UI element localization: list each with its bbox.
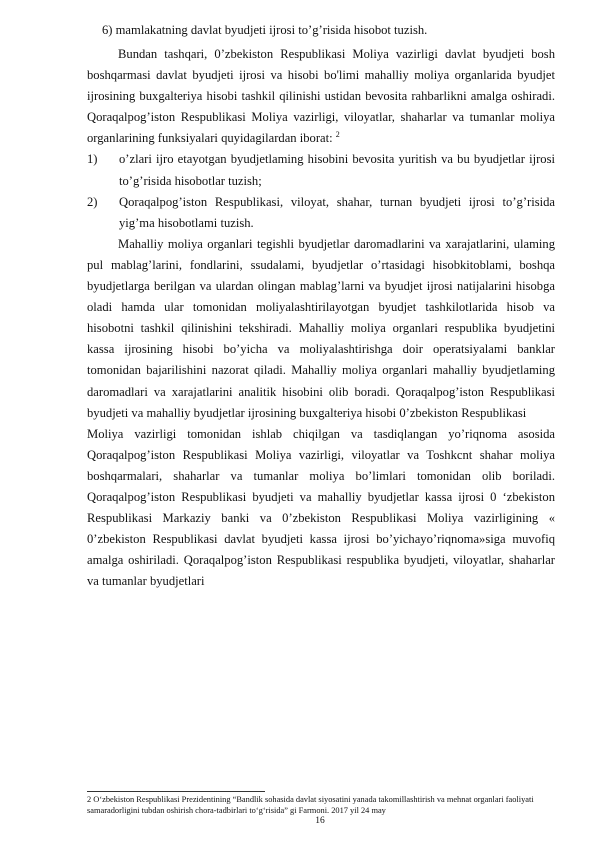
list-item-2 — [87, 192, 555, 234]
list-item-heading: 6) mamlakatning davlat byudjeti ijrosi to’g’risida hisobot tuzish. — [102, 23, 428, 37]
paragraph-2: Mahalliy moliya organlari tegishli byudjetlar daromadlarini va xarajatlarini, ulaming pul mablag’larini, fondlarini, ssudalami, byudjetlar o’rtasidagi hisobkitoblami, boshqa byudjetlarga berilgan va ulardan olingan mablag’larni va byudjet ijrosi natijalarini hisobga oladi hamda ular tomonidan moliyalashtirilayotgan byudjet tashkilotlarida hisob va hisobotni tashkil qilinishini tekshiradi. Mahalliy moliya organlari respublika byudjetini kassa ijrosining hisobi bo’yicha va moliyalashtirishga doir operatsiyalami banklar tomonidan bajarilishini nazorat qiladi. Mahalliy moliya organlari mahalliy byudjetlaming daromadlari va xarajatlarini analitik hisobini olib boradi. Qoraqalpog’iston Respublikasi byudjeti va mahalliy byudjetlar ijrosining buxgalteriya hisobi 0’zbekiston Respublikasi — [87, 236, 555, 420]
page-number: 16 — [315, 816, 325, 826]
paragraph-1-text: Bundan tashqari, 0’zbekiston Respublikasi Moliya vazirligi davlat byudjeti bosh boshqarmasi davlat byudjeti ijrosi va hisobi bo'limi mahalliy moliya organlarida byudjet ijrosining buxgalteriya hisobi tashkil qilinishi ustidan bevosita rahbarlikni amalga oshiradi. Qoraqalpog’iston Respublikasi Moliya vazirligi, viloyatlar, shaharlar va tumanlar moliya organlarining funksiyalari quyidagilardan iborat: — [87, 47, 555, 146]
list-item-2-text: Qoraqalpog’iston Respublikasi, viloyat, shahar, turnan byudjeti ijrosi to’g’risida yig’ma hisobotlami tuzish. — [119, 194, 555, 230]
body-text — [87, 44, 555, 592]
list-item-1 — [87, 149, 555, 191]
paragraph-3: Moliya vazirligi tomonidan ishlab chiqilgan va tasdiqlangan yo’riqnoma asosida Qoraqalpog’iston Respublikasi Moliya vazirligi, viloyatlar va Toshkcnt shahar moliya boshqarmalari, shaharlar va tumanlar moliya bo’limlari tomonidan olib boriladi. Qoraqalpog’iston Respublikasi byudjeti va mahalliy byudjetlar kassa ijrosi 0 ‘zbekiston Respublikasi Markaziy banki va 0’zbekiston Respublikasi Moliya vazirligining « 0’zbekiston Respublikasi davlat byudjeti kassa ijrosi bo’yichayo’riqnoma»siga muvofiq amalga oshiriladi. Qoraqalpog’iston Respublikasi respublika byudjeti, viloyatlar, shaharlar va tumanlar byudjetlari — [87, 426, 555, 589]
list-item-2-number: 2) — [87, 194, 98, 209]
footnote-divider — [87, 791, 265, 792]
paragraph-1 — [87, 44, 555, 149]
list-item-1-number: 1) — [87, 152, 98, 167]
list-item-1-text: o’zlari ijro etayotgan byudjetlaming hisobini bevosita yuritish va bu byudjetlar ijrosi to’g’risida hisobotlar tuzish; — [119, 152, 555, 188]
footnote: 2 O‘zbekiston Respublikasi Prezidentining “Bandlik sohasida davlat siyosatini yanada takomillashtirish va mehnat organlari faoliyati samaradorligini tubdan oshirish chora-tadbirlari to‘g‘risida” gi Farmoni. 2017 yil 24 may — [87, 795, 534, 815]
footnote-ref: 2 — [335, 130, 340, 140]
